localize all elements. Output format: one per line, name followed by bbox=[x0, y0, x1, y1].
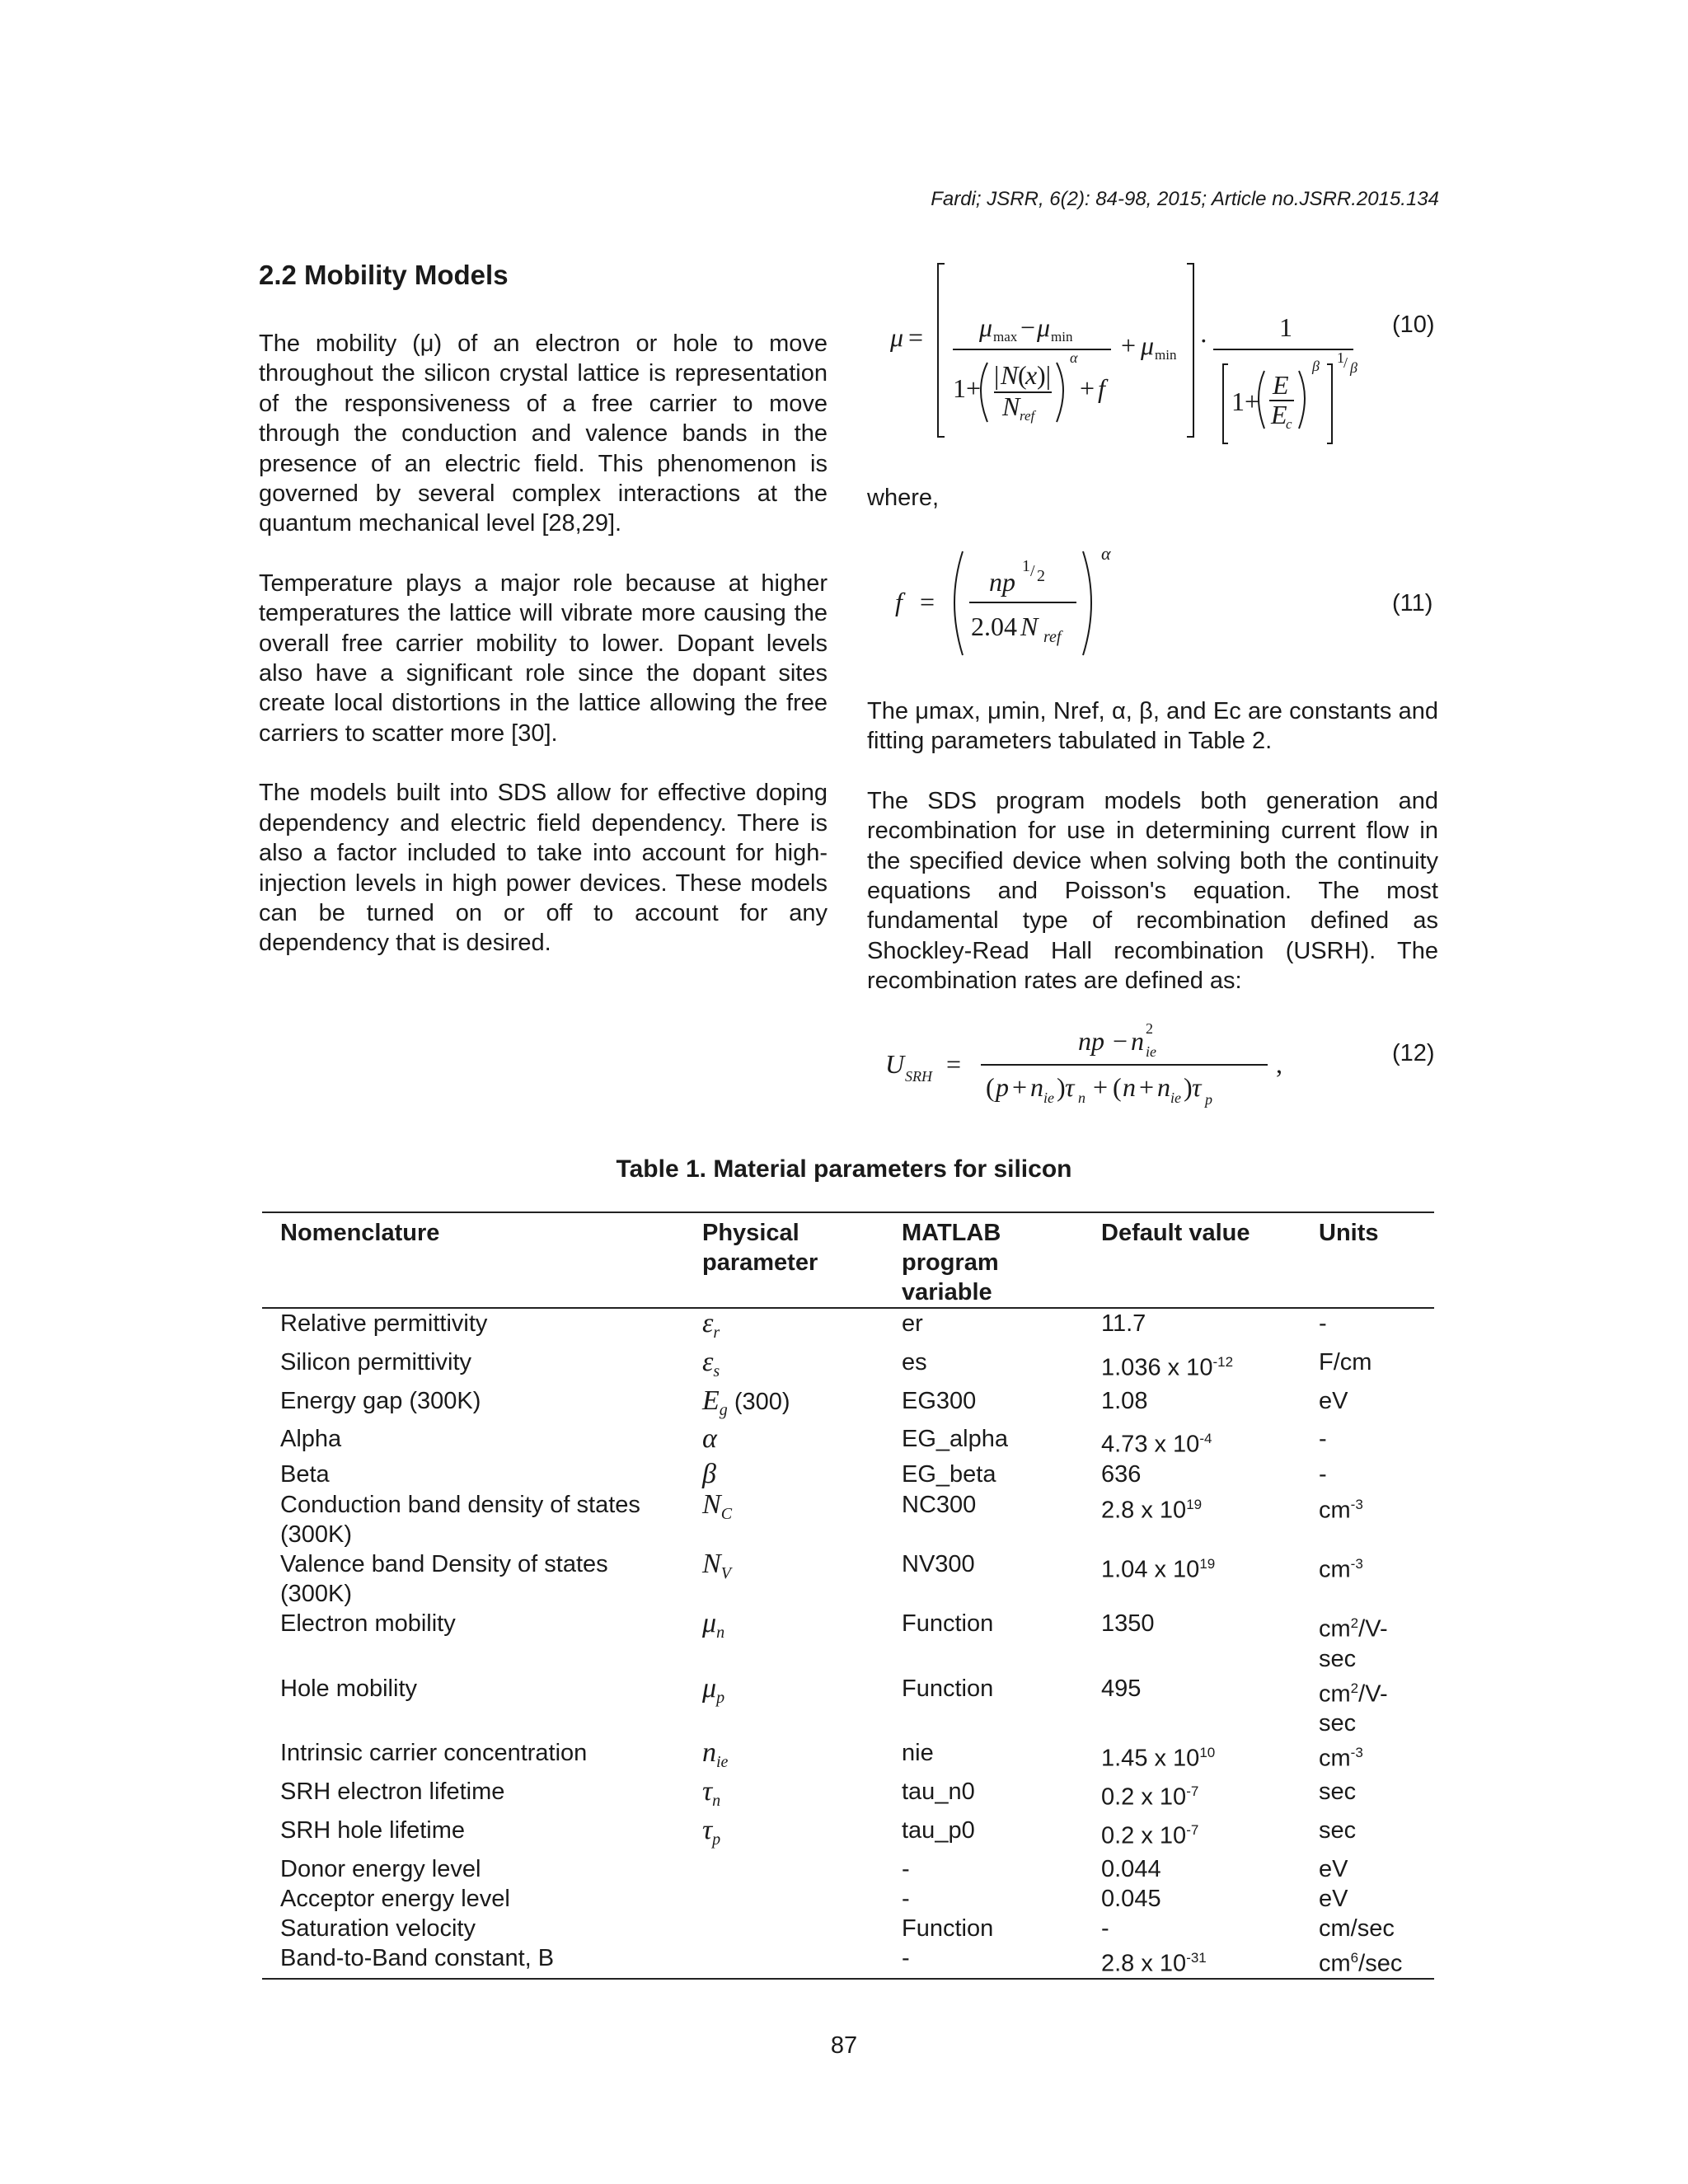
nomenclature-text: Silicon permittivity bbox=[280, 1348, 472, 1376]
table-row bbox=[262, 1347, 1434, 1386]
svg-text:μ: μ bbox=[890, 322, 904, 352]
symbol-subscript: V bbox=[720, 1563, 731, 1582]
cell-default-value bbox=[1083, 1490, 1301, 1549]
value-text: 0.2 x 10 bbox=[1101, 1783, 1187, 1811]
svg-text:+: + bbox=[1121, 330, 1137, 360]
nomenclature-text: Acceptor energy level bbox=[280, 1885, 510, 1912]
variable-text: er bbox=[902, 1310, 923, 1337]
equation-12 bbox=[880, 1014, 1309, 1113]
svg-text:μ: μ bbox=[979, 312, 993, 342]
svg-text:ref: ref bbox=[1020, 408, 1035, 424]
table-row bbox=[262, 1609, 1434, 1674]
unit-text: F/cm bbox=[1319, 1348, 1372, 1376]
cell-default-value bbox=[1083, 1609, 1301, 1674]
value-text: 2.8 x 10 bbox=[1101, 1497, 1187, 1524]
cell-nomenclature bbox=[262, 1884, 684, 1914]
unit-exponent: 6 bbox=[1350, 1949, 1359, 1966]
symbol: τ bbox=[702, 1776, 713, 1807]
unit-exponent: -3 bbox=[1350, 1497, 1363, 1513]
cell-matlab-variable bbox=[884, 1386, 1083, 1425]
cell-default-value bbox=[1083, 1816, 1301, 1854]
svg-text:c: c bbox=[1286, 416, 1292, 432]
svg-text:|: | bbox=[994, 360, 1000, 390]
svg-text:SRH: SRH bbox=[905, 1068, 932, 1085]
cell-units bbox=[1301, 1460, 1434, 1490]
cell-default-value bbox=[1083, 1914, 1301, 1943]
svg-text:): ) bbox=[1184, 1072, 1193, 1102]
cell-default-value bbox=[1083, 1943, 1301, 1980]
cell-physical-parameter bbox=[684, 1490, 884, 1549]
symbol-subscript: s bbox=[713, 1361, 720, 1380]
value-text: 495 bbox=[1101, 1675, 1142, 1702]
svg-text:1: 1 bbox=[1279, 312, 1292, 342]
unit-text: sec bbox=[1319, 1779, 1357, 1806]
nomenclature-text: SRH hole lifetime bbox=[280, 1816, 466, 1844]
svg-text:=: = bbox=[920, 587, 935, 616]
cell-nomenclature bbox=[262, 1854, 684, 1884]
cell-matlab-variable bbox=[884, 1884, 1083, 1914]
cell-nomenclature bbox=[262, 1777, 684, 1816]
svg-text:N: N bbox=[1001, 360, 1019, 390]
value-exponent: -12 bbox=[1212, 1353, 1234, 1370]
svg-text:n: n bbox=[1157, 1072, 1170, 1102]
table-row bbox=[262, 1386, 1434, 1425]
cell-matlab-variable bbox=[884, 1943, 1083, 1980]
cell-units bbox=[1301, 1490, 1434, 1549]
cell-physical-parameter bbox=[684, 1914, 884, 1943]
table-row bbox=[262, 1460, 1434, 1490]
symbol: N bbox=[702, 1489, 721, 1521]
cell-units bbox=[1301, 1386, 1434, 1425]
cell-physical-parameter bbox=[684, 1777, 884, 1816]
unit-suffix: /sec bbox=[1358, 1950, 1403, 1977]
symbol: β bbox=[702, 1459, 716, 1490]
symbol-subscript: n bbox=[716, 1623, 725, 1642]
cell-nomenclature bbox=[262, 1738, 684, 1777]
svg-text:β: β bbox=[1312, 358, 1320, 374]
svg-text:p: p bbox=[996, 1072, 1009, 1102]
svg-text:+: + bbox=[1093, 1072, 1109, 1102]
cell-nomenclature bbox=[262, 1943, 684, 1980]
unit-text: cm bbox=[1319, 1615, 1351, 1643]
symbol: μ bbox=[702, 1672, 717, 1704]
cell-matlab-variable bbox=[884, 1424, 1083, 1460]
cell-nomenclature bbox=[262, 1609, 684, 1674]
symbol: α bbox=[702, 1423, 717, 1455]
cell-matlab-variable bbox=[884, 1308, 1083, 1347]
cell-physical-parameter bbox=[684, 1424, 884, 1460]
svg-text:1: 1 bbox=[1022, 557, 1030, 575]
cell-units bbox=[1301, 1777, 1434, 1816]
svg-text:(: ( bbox=[986, 1072, 995, 1102]
value-text: 0.2 x 10 bbox=[1101, 1822, 1187, 1849]
cell-default-value bbox=[1083, 1884, 1301, 1914]
symbol-subscript: C bbox=[720, 1504, 733, 1523]
equation-11 bbox=[874, 540, 1154, 663]
cell-units bbox=[1301, 1424, 1434, 1460]
svg-text:E: E bbox=[1273, 370, 1289, 400]
value-text: 11.7 bbox=[1101, 1310, 1146, 1337]
svg-text:): ) bbox=[1057, 1072, 1066, 1102]
value-exponent: 19 bbox=[1199, 1556, 1216, 1572]
table-row bbox=[262, 1854, 1434, 1884]
cell-default-value bbox=[1083, 1347, 1301, 1386]
nomenclature-text: SRH electron lifetime bbox=[280, 1779, 505, 1806]
symbol-extra: (300) bbox=[727, 1388, 790, 1415]
cell-nomenclature bbox=[262, 1308, 684, 1347]
table-row bbox=[262, 1738, 1434, 1777]
equation-10 bbox=[874, 257, 1401, 447]
svg-text:n: n bbox=[1131, 1026, 1144, 1056]
svg-text:τ: τ bbox=[1192, 1072, 1202, 1102]
symbol: E bbox=[702, 1385, 720, 1416]
svg-text:f: f bbox=[895, 587, 903, 616]
nomenclature-text: Electron mobility bbox=[280, 1610, 456, 1638]
table-row bbox=[262, 1424, 1434, 1460]
nomenclature-text: Conduction band density of states (300K) bbox=[280, 1492, 640, 1549]
value-text: 1.45 x 10 bbox=[1101, 1746, 1200, 1773]
cell-physical-parameter bbox=[684, 1347, 884, 1386]
cell-units bbox=[1301, 1674, 1434, 1739]
value-text: 2.8 x 10 bbox=[1101, 1950, 1187, 1977]
cell-physical-parameter bbox=[684, 1943, 884, 1980]
value-exponent: -7 bbox=[1186, 1783, 1199, 1800]
unit-text: cm bbox=[1319, 1497, 1351, 1524]
header-units: Units bbox=[1301, 1212, 1434, 1308]
svg-text:N: N bbox=[1002, 391, 1020, 421]
cell-nomenclature bbox=[262, 1914, 684, 1943]
cell-default-value bbox=[1083, 1549, 1301, 1609]
svg-text:1: 1 bbox=[1337, 349, 1344, 366]
value-text: 1.04 x 10 bbox=[1101, 1556, 1200, 1583]
variable-text: es bbox=[902, 1348, 927, 1376]
cell-matlab-variable bbox=[884, 1347, 1083, 1386]
paragraph-3: The models built into SDS allow for effective doping dependency and electric field dependency. There is also a factor included to take into account for high-injection levels in high power devices. These models can be turned on or off to account for any dependency that is desired. bbox=[259, 780, 828, 957]
unit-exponent: -3 bbox=[1350, 1745, 1363, 1761]
variable-text: Function bbox=[902, 1610, 994, 1638]
variable-text: NC300 bbox=[902, 1492, 977, 1519]
cell-matlab-variable bbox=[884, 1738, 1083, 1777]
right-column-text bbox=[867, 696, 1438, 1026]
cell-units bbox=[1301, 1738, 1434, 1777]
svg-text:/: / bbox=[1343, 354, 1348, 371]
cell-matlab-variable bbox=[884, 1777, 1083, 1816]
svg-text:ie: ie bbox=[1146, 1043, 1156, 1060]
table-row bbox=[262, 1943, 1434, 1980]
nomenclature-text: Beta bbox=[280, 1461, 330, 1488]
value-exponent: -31 bbox=[1186, 1949, 1207, 1966]
value-text: 0.044 bbox=[1101, 1855, 1161, 1882]
section-title: 2.2 Mobility Models bbox=[259, 260, 509, 290]
svg-text:2: 2 bbox=[1146, 1020, 1153, 1037]
value-text: - bbox=[1101, 1915, 1109, 1942]
svg-text:+: + bbox=[1080, 373, 1095, 403]
left-column bbox=[259, 257, 828, 988]
symbol-subscript: g bbox=[719, 1400, 728, 1419]
svg-text:N: N bbox=[1020, 612, 1039, 641]
sds-paragraph: The SDS program models both generation and recombination for use in determining current flow in the specified device when solving both the continuity equations and Poisson's equation. The most fundamental type of recombination defined as Shockley-Read Hall recombination (USRH). The recombination rates are defined as: bbox=[867, 787, 1438, 995]
symbol: n bbox=[702, 1737, 716, 1769]
svg-text:2: 2 bbox=[1037, 567, 1045, 585]
nomenclature-text: Saturation velocity bbox=[280, 1915, 476, 1942]
cell-physical-parameter bbox=[684, 1609, 884, 1674]
nomenclature-text: Intrinsic carrier concentration bbox=[280, 1740, 588, 1767]
symbol-subscript: p bbox=[716, 1688, 725, 1707]
unit-exponent: 2 bbox=[1350, 1615, 1359, 1632]
cell-nomenclature bbox=[262, 1424, 684, 1460]
unit-text: cm bbox=[1319, 1556, 1351, 1583]
cell-units bbox=[1301, 1854, 1434, 1884]
svg-text:min: min bbox=[1155, 347, 1177, 363]
value-text: 4.73 x 10 bbox=[1101, 1432, 1200, 1459]
unit-exponent: -3 bbox=[1350, 1556, 1363, 1572]
header-default-value: Default value bbox=[1083, 1212, 1301, 1308]
nomenclature-text: Hole mobility bbox=[280, 1675, 417, 1702]
cell-units bbox=[1301, 1914, 1434, 1943]
svg-text:/: / bbox=[1030, 562, 1035, 580]
cell-physical-parameter bbox=[684, 1460, 884, 1490]
nomenclature-text: Band-to-Band constant, B bbox=[280, 1944, 555, 1971]
svg-text:·: · bbox=[1199, 326, 1208, 355]
unit-text: - bbox=[1319, 1426, 1327, 1453]
svg-text:+: + bbox=[1012, 1072, 1028, 1102]
svg-text:2.04: 2.04 bbox=[971, 612, 1017, 641]
svg-text:β: β bbox=[1350, 359, 1357, 376]
unit-text: cm/sec bbox=[1319, 1915, 1395, 1942]
cell-physical-parameter bbox=[684, 1674, 884, 1739]
symbol: ε bbox=[702, 1346, 714, 1377]
symbol-subscript: n bbox=[712, 1791, 721, 1810]
svg-text:ie: ie bbox=[1043, 1090, 1054, 1106]
unit-text: eV bbox=[1319, 1387, 1348, 1414]
cell-nomenclature bbox=[262, 1816, 684, 1854]
cell-physical-parameter bbox=[684, 1386, 884, 1425]
svg-text:f: f bbox=[1098, 373, 1105, 403]
unit-text: eV bbox=[1319, 1885, 1348, 1912]
svg-text:(: ( bbox=[1018, 360, 1027, 390]
variable-text: nie bbox=[902, 1740, 934, 1767]
cell-default-value bbox=[1083, 1386, 1301, 1425]
symbol-subscript: r bbox=[713, 1323, 720, 1342]
cell-nomenclature bbox=[262, 1490, 684, 1549]
cell-matlab-variable bbox=[884, 1854, 1083, 1884]
value-exponent: 10 bbox=[1199, 1745, 1216, 1761]
cell-matlab-variable bbox=[884, 1914, 1083, 1943]
unit-text: cm bbox=[1319, 1950, 1351, 1977]
variable-text: Function bbox=[902, 1915, 994, 1942]
value-text: 1.08 bbox=[1101, 1387, 1148, 1414]
svg-text:np: np bbox=[989, 567, 1015, 597]
value-text: 636 bbox=[1101, 1461, 1142, 1488]
cell-matlab-variable bbox=[884, 1549, 1083, 1609]
material-parameters-table bbox=[262, 1212, 1434, 1980]
variable-text: NV300 bbox=[902, 1551, 975, 1578]
value-text: 1350 bbox=[1101, 1610, 1155, 1638]
cell-units bbox=[1301, 1943, 1434, 1980]
cell-default-value bbox=[1083, 1308, 1301, 1347]
svg-text:ref: ref bbox=[1043, 628, 1062, 646]
cell-matlab-variable bbox=[884, 1609, 1083, 1674]
cell-physical-parameter bbox=[684, 1884, 884, 1914]
equation-10-number: (10) bbox=[1392, 312, 1435, 338]
header-nomenclature: Nomenclature bbox=[262, 1212, 684, 1308]
symbol: ε bbox=[702, 1308, 714, 1338]
svg-text:,: , bbox=[1276, 1049, 1282, 1079]
unit-suffix: /V-sec bbox=[1319, 1680, 1388, 1737]
value-exponent: -4 bbox=[1199, 1431, 1212, 1447]
symbol-subscript: p bbox=[712, 1830, 721, 1849]
value-text: 0.045 bbox=[1101, 1885, 1161, 1912]
svg-text:p: p bbox=[1205, 1091, 1212, 1108]
unit-text: - bbox=[1319, 1461, 1327, 1488]
unit-text: - bbox=[1319, 1310, 1327, 1337]
variable-text: EG_alpha bbox=[902, 1426, 1008, 1453]
cell-units bbox=[1301, 1884, 1434, 1914]
cell-units bbox=[1301, 1549, 1434, 1609]
svg-text:x: x bbox=[1025, 360, 1038, 390]
svg-text:α: α bbox=[1101, 543, 1111, 564]
svg-text:n: n bbox=[1030, 1072, 1043, 1102]
svg-text:=: = bbox=[908, 322, 924, 352]
cell-default-value bbox=[1083, 1424, 1301, 1460]
unit-exponent: 2 bbox=[1350, 1680, 1359, 1696]
svg-text:(: ( bbox=[1113, 1072, 1122, 1102]
cell-nomenclature bbox=[262, 1460, 684, 1490]
table-row bbox=[262, 1816, 1434, 1854]
unit-suffix: /V-sec bbox=[1319, 1615, 1388, 1672]
table-row bbox=[262, 1777, 1434, 1816]
where-label: where, bbox=[867, 485, 940, 511]
variable-text: tau_n0 bbox=[902, 1779, 975, 1806]
variable-text: EG_beta bbox=[902, 1461, 996, 1488]
equation-12-number: (12) bbox=[1392, 1040, 1435, 1066]
svg-text:−: − bbox=[1020, 312, 1036, 342]
table-row bbox=[262, 1490, 1434, 1549]
svg-text:μ: μ bbox=[1037, 312, 1051, 342]
table-row bbox=[262, 1884, 1434, 1914]
header-matlab-variable: MATLAB program variable bbox=[884, 1212, 1083, 1308]
table-row bbox=[262, 1308, 1434, 1347]
unit-text: sec bbox=[1319, 1816, 1357, 1844]
cell-default-value bbox=[1083, 1854, 1301, 1884]
table-row bbox=[262, 1674, 1434, 1739]
cell-default-value bbox=[1083, 1777, 1301, 1816]
svg-text:np: np bbox=[1078, 1026, 1104, 1056]
table-row bbox=[262, 1549, 1434, 1609]
svg-text:n: n bbox=[1078, 1090, 1085, 1106]
table-caption: Table 1. Material parameters for silicon bbox=[616, 1155, 1072, 1183]
constants-paragraph: The μmax, μmin, Nref, α, β, and Ec are constants and fitting parameters tabulated in Table 2. bbox=[867, 698, 1438, 755]
unit-text: cm bbox=[1319, 1680, 1351, 1708]
unit-text: eV bbox=[1319, 1855, 1348, 1882]
svg-text:μ: μ bbox=[1141, 330, 1155, 360]
variable-text: - bbox=[902, 1885, 910, 1912]
page-number: 87 bbox=[830, 2032, 858, 2059]
cell-default-value bbox=[1083, 1460, 1301, 1490]
cell-matlab-variable bbox=[884, 1460, 1083, 1490]
variable-text: tau_p0 bbox=[902, 1816, 975, 1844]
svg-text:1+: 1+ bbox=[953, 373, 982, 403]
nomenclature-text: Alpha bbox=[280, 1426, 342, 1453]
symbol: μ bbox=[702, 1608, 717, 1639]
svg-text:+: + bbox=[1139, 1072, 1155, 1102]
symbol-subscript: ie bbox=[716, 1753, 729, 1772]
value-exponent: 19 bbox=[1186, 1497, 1203, 1513]
symbol: N bbox=[702, 1549, 721, 1580]
paragraph-1: The mobility (μ) of an electron or hole to move throughout the silicon crystal lattice is representation of the responsiveness of a free carrier to move through the conduction and valence bands in the presence of an electric field. This phenomenon is governed by several complex interactions at the quantum mechanical level [28,29]. bbox=[259, 330, 828, 537]
svg-text:−: − bbox=[1113, 1026, 1128, 1056]
cell-units bbox=[1301, 1816, 1434, 1854]
symbol: τ bbox=[702, 1814, 713, 1845]
paragraph-2: Temperature plays a major role because at higher temperatures the lattice will vibrate more causing the overall free carrier mobility to lower. Dopant levels also have a significant role since the dopant sites create local distortions in the lattice allowing the free carriers to scatter more [30]. bbox=[259, 569, 828, 747]
cell-physical-parameter bbox=[684, 1738, 884, 1777]
nomenclature-text: Relative permittivity bbox=[280, 1310, 488, 1337]
cell-default-value bbox=[1083, 1738, 1301, 1777]
svg-text:min: min bbox=[1051, 329, 1073, 344]
value-exponent: -7 bbox=[1186, 1821, 1199, 1838]
svg-text:α: α bbox=[1070, 349, 1078, 366]
svg-text:)|: )| bbox=[1037, 360, 1052, 390]
cell-physical-parameter bbox=[684, 1854, 884, 1884]
svg-text:ie: ie bbox=[1170, 1090, 1181, 1106]
variable-text: - bbox=[902, 1944, 910, 1971]
svg-text:1+: 1+ bbox=[1231, 387, 1260, 416]
cell-nomenclature bbox=[262, 1347, 684, 1386]
svg-text:τ: τ bbox=[1065, 1072, 1075, 1102]
svg-text:U: U bbox=[885, 1049, 905, 1079]
cell-units bbox=[1301, 1609, 1434, 1674]
svg-text:n: n bbox=[1123, 1072, 1136, 1102]
table-row bbox=[262, 1914, 1434, 1943]
cell-physical-parameter bbox=[684, 1549, 884, 1609]
cell-units bbox=[1301, 1308, 1434, 1347]
cell-nomenclature bbox=[262, 1549, 684, 1609]
cell-default-value bbox=[1083, 1674, 1301, 1739]
svg-text:max: max bbox=[993, 329, 1018, 344]
unit-text: cm bbox=[1319, 1746, 1351, 1773]
value-text: 1.036 x 10 bbox=[1101, 1354, 1213, 1381]
cell-matlab-variable bbox=[884, 1816, 1083, 1854]
nomenclature-text: Valence band Density of states (300K) bbox=[280, 1551, 608, 1608]
cell-physical-parameter bbox=[684, 1308, 884, 1347]
variable-text: - bbox=[902, 1855, 910, 1882]
running-header: Fardi; JSRR, 6(2): 84-98, 2015; Article no.JSRR.2015.134 bbox=[931, 188, 1439, 210]
nomenclature-text: Energy gap (300K) bbox=[280, 1387, 481, 1414]
header-physical-parameter: Physical parameter bbox=[684, 1212, 884, 1308]
nomenclature-text: Donor energy level bbox=[280, 1855, 481, 1882]
variable-text: EG300 bbox=[902, 1387, 977, 1414]
variable-text: Function bbox=[902, 1675, 994, 1702]
cell-nomenclature bbox=[262, 1386, 684, 1425]
cell-matlab-variable bbox=[884, 1674, 1083, 1739]
equation-11-number: (11) bbox=[1392, 590, 1433, 616]
cell-units bbox=[1301, 1347, 1434, 1386]
cell-physical-parameter bbox=[684, 1816, 884, 1854]
cell-nomenclature bbox=[262, 1674, 684, 1739]
cell-matlab-variable bbox=[884, 1490, 1083, 1549]
table-header-row bbox=[262, 1212, 1434, 1308]
svg-text:=: = bbox=[946, 1049, 962, 1079]
svg-text:E: E bbox=[1271, 400, 1287, 429]
